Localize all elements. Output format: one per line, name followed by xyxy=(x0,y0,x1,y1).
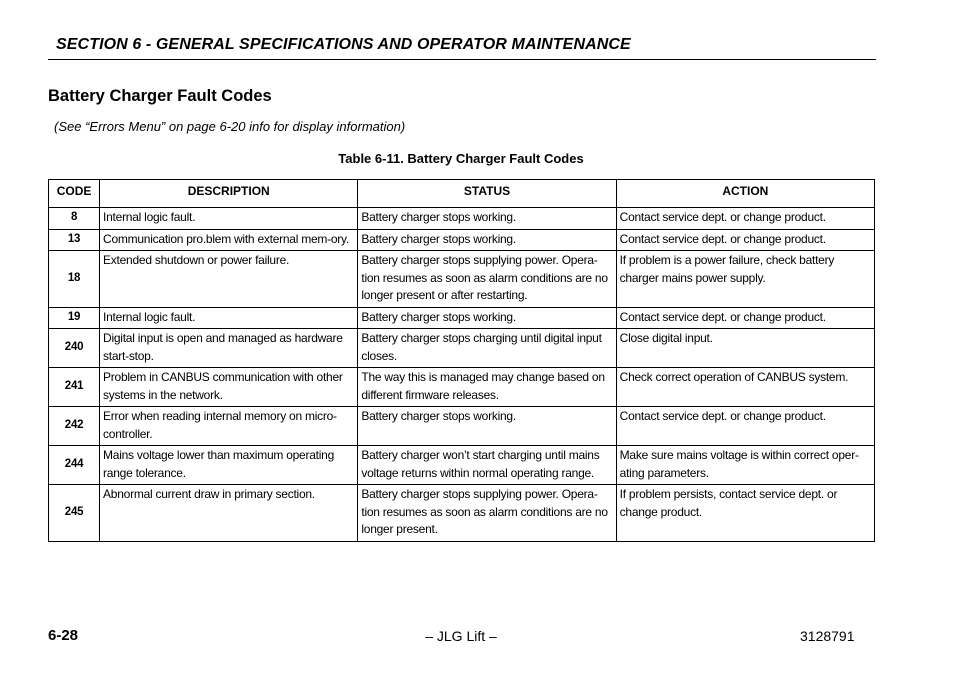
document-number: 3128791 xyxy=(800,628,855,644)
fault-code: 245 xyxy=(49,485,100,542)
fault-code: 240 xyxy=(49,329,100,368)
fault-action: Check correct operation of CANBUS system. xyxy=(616,368,874,407)
fault-status: Battery charger stops working. xyxy=(358,407,616,446)
table-row xyxy=(49,329,875,368)
page-number: 6-28 xyxy=(48,627,79,644)
fault-description: Internal logic fault. xyxy=(100,307,358,329)
fault-code: 13 xyxy=(49,229,100,251)
table-header-row xyxy=(49,180,875,208)
section-header: SECTION 6 - GENERAL SPECIFICATIONS AND OPERATOR MAINTENANCE xyxy=(56,36,631,53)
fault-code: 19 xyxy=(49,307,100,329)
fault-code: 18 xyxy=(49,251,100,308)
table-row xyxy=(49,208,875,230)
fault-description: Digital input is open and managed as hardware start-stop. xyxy=(100,329,358,368)
fault-description: Error when reading internal memory on micro-controller. xyxy=(100,407,358,446)
fault-description: Problem in CANBUS communication with other systems in the network. xyxy=(100,368,358,407)
fault-codes-table xyxy=(48,179,875,542)
column-header-code: CODE xyxy=(49,180,100,208)
fault-action: Close digital input. xyxy=(616,329,874,368)
fault-code: 8 xyxy=(49,208,100,230)
fault-code: 244 xyxy=(49,446,100,485)
fault-status: Battery charger stops working. xyxy=(358,208,616,230)
fault-description: Communication pro.blem with external mem-ory. xyxy=(100,229,358,251)
fault-status: Battery charger stops working. xyxy=(358,229,616,251)
table-row xyxy=(49,307,875,329)
fault-code: 242 xyxy=(49,407,100,446)
column-header-action: ACTION xyxy=(616,180,874,208)
fault-status: The way this is managed may change based on different firmware releases. xyxy=(358,368,616,407)
display-info-note: (See “Errors Menu” on page 6-20 info for display information) xyxy=(54,119,406,134)
fault-status: Battery charger won’t start charging until mains voltage returns within normal operating range. xyxy=(358,446,616,485)
page-heading: Battery Charger Fault Codes xyxy=(48,87,272,105)
fault-code: 241 xyxy=(49,368,100,407)
column-header-description: DESCRIPTION xyxy=(100,180,358,208)
fault-status: Battery charger stops charging until digital input closes. xyxy=(358,329,616,368)
fault-status: Battery charger stops working. xyxy=(358,307,616,329)
fault-status: Battery charger stops supplying power. Opera-tion resumes as soon as alarm conditions are no longer present. xyxy=(358,485,616,542)
fault-action: Contact service dept. or change product. xyxy=(616,229,874,251)
fault-description: Mains voltage lower than maximum operating range tolerance. xyxy=(100,446,358,485)
fault-action: Contact service dept. or change product. xyxy=(616,208,874,230)
fault-action: Contact service dept. or change product. xyxy=(616,407,874,446)
table-row xyxy=(49,407,875,446)
column-header-status: STATUS xyxy=(358,180,616,208)
fault-description: Abnormal current draw in primary section. xyxy=(100,485,358,542)
header-rule xyxy=(48,59,876,60)
fault-action: Make sure mains voltage is within correct oper-ating parameters. xyxy=(616,446,874,485)
fault-action: If problem persists, contact service dept. or change product. xyxy=(616,485,874,542)
table-row xyxy=(49,368,875,407)
table-row xyxy=(49,485,875,542)
fault-description: Extended shutdown or power failure. xyxy=(100,251,358,308)
fault-action: If problem is a power failure, check battery charger mains power supply. xyxy=(616,251,874,308)
table-row xyxy=(49,446,875,485)
fault-action: Contact service dept. or change product. xyxy=(616,307,874,329)
table-title: Table 6-11. Battery Charger Fault Codes xyxy=(338,151,584,166)
table-row xyxy=(49,251,875,308)
footer-publisher: – JLG Lift – xyxy=(425,628,497,644)
table-row xyxy=(49,229,875,251)
fault-status: Battery charger stops supplying power. Opera-tion resumes as soon as alarm conditions are no longer present or after restarting. xyxy=(358,251,616,308)
fault-description: Internal logic fault. xyxy=(100,208,358,230)
